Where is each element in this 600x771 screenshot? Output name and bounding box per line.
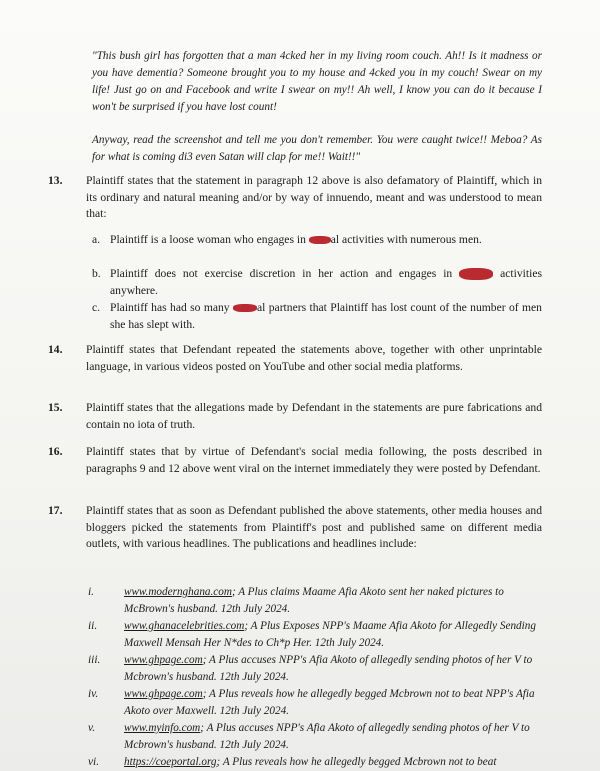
sub-item-text-post: al activities with numerous men. (330, 233, 482, 246)
sub-item-text (110, 232, 542, 249)
sub-item-marker: b. (92, 267, 101, 280)
publication-item (124, 618, 542, 652)
publication-marker: iii. (88, 654, 101, 666)
publication-headline: ; A Plus Exposes NPP's Maame Afia Akoto for Allegedly Sending Maxwell Mensah Her N*des to Ch*p Her. 12th July 2024. (124, 620, 536, 649)
publication-item (124, 584, 542, 618)
publication-item (124, 652, 542, 686)
publication-link[interactable]: www.ghpage.com (124, 688, 203, 700)
paragraph-number: 13. (48, 174, 63, 187)
publication-link[interactable]: www.ghpage.com (124, 654, 203, 666)
publication-link[interactable]: www.myinfo.com (124, 722, 201, 734)
sub-item-text-pre: Plaintiff has had so many (110, 301, 233, 314)
publication-item (124, 686, 542, 720)
sub-item-marker: a. (92, 233, 101, 246)
sub-item-text-post: activities anywhere. (110, 267, 542, 297)
paragraph-text: Plaintiff states that the statement in paragraph 12 above is also defamatory of Plaintiff, which in its ordinary and natural meaning and/or by way of innuendo, meant and was understood to mean that: (86, 174, 542, 220)
publication-headline: ; A Plus claims Maame Afia Akoto sent her naked pictures to McBrown's husband. 12th July 2024. (124, 586, 504, 615)
redaction-mark (233, 304, 257, 312)
publication-headline: ; A Plus accuses NPP's Afia Akoto of allegedly sending photos of her V to Mcbrown's husband. 12th July 2024. (124, 654, 533, 683)
paragraph-number: 16. (48, 445, 63, 458)
paragraph-text: Plaintiff states that as soon as Defendant published the above statements, other media houses and bloggers picked the statements from Plaintiff's post and published same on different media outlets, with various headlines. The publications and headlines include: (86, 504, 542, 550)
paragraph-text: Plaintiff states that by virtue of Defendant's social media following, the posts described in paragraphs 9 and 12 above went viral on the internet immediately they were posted by Defendant. (86, 445, 542, 475)
publication-marker: v. (88, 722, 96, 734)
publication-headline: ; A Plus reveals how he allegedly begged Mcbrown not to beat (216, 756, 497, 768)
publication-marker: ii. (88, 620, 98, 632)
publication-item (124, 720, 542, 754)
publication-link[interactable]: https://coeportal.org (124, 756, 217, 768)
sub-item-text (110, 300, 542, 333)
sub-item-text (110, 266, 542, 299)
paragraph-number: 17. (48, 504, 63, 517)
quote-paragraph-1: "This bush girl has forgotten that a man 4cked her in my living room couch. Ah!! Is it madness or you have dementia? Someone brought you to my house and 4cked you in my couch! Swear on my life! Just go on and Facebook and write I swear on my!! Ah well, I know you can do it because I won't be surprised if you have lost count! (92, 50, 542, 113)
publication-marker: vi. (88, 756, 100, 768)
sub-item-text-pre: Plaintiff is a loose woman who engages in (110, 233, 309, 246)
redaction-mark (459, 268, 493, 280)
paragraph-text: Plaintiff states that the allegations made by Defendant in the statements are pure fabrications and contain no iota of truth. (86, 401, 542, 431)
sub-item-text-pre: Plaintiff does not exercise discretion in her action and engages in (110, 267, 460, 280)
paragraph-number: 14. (48, 343, 63, 356)
publication-link[interactable]: www.modernghana.com (124, 586, 232, 598)
publication-headline: ; A Plus reveals how he allegedly begged Mcbrown not to beat NPP's Afia Akoto over Maxwell. 12th July 2024. (124, 688, 535, 717)
redaction-mark (309, 236, 331, 244)
sub-item-text-post: al partners that Plaintiff has lost count of the number of men she has slept with. (110, 301, 542, 331)
paragraph-text: Plaintiff states that Defendant repeated the statements above, together with other unprintable language, in various videos posted on YouTube and other social media platforms. (86, 343, 542, 373)
publication-marker: i. (88, 586, 95, 598)
publication-headline: ; A Plus accuses NPP's Afia Akoto of allegedly sending photos of her V to Mcbrown's husband. 12th July 2024. (124, 722, 530, 751)
sub-item-marker: c. (92, 301, 101, 314)
quote-paragraph-2: Anyway, read the screenshot and tell me you don't remember. You were caught twice!! Meboa? As for what is coming di3 even Satan will clap for me!! Wait!!" (92, 134, 542, 163)
publication-link[interactable]: www.ghanacelebrities.com (124, 620, 245, 632)
paragraph-number: 15. (48, 401, 63, 414)
publication-item (124, 754, 542, 771)
publication-marker: iv. (88, 688, 99, 700)
